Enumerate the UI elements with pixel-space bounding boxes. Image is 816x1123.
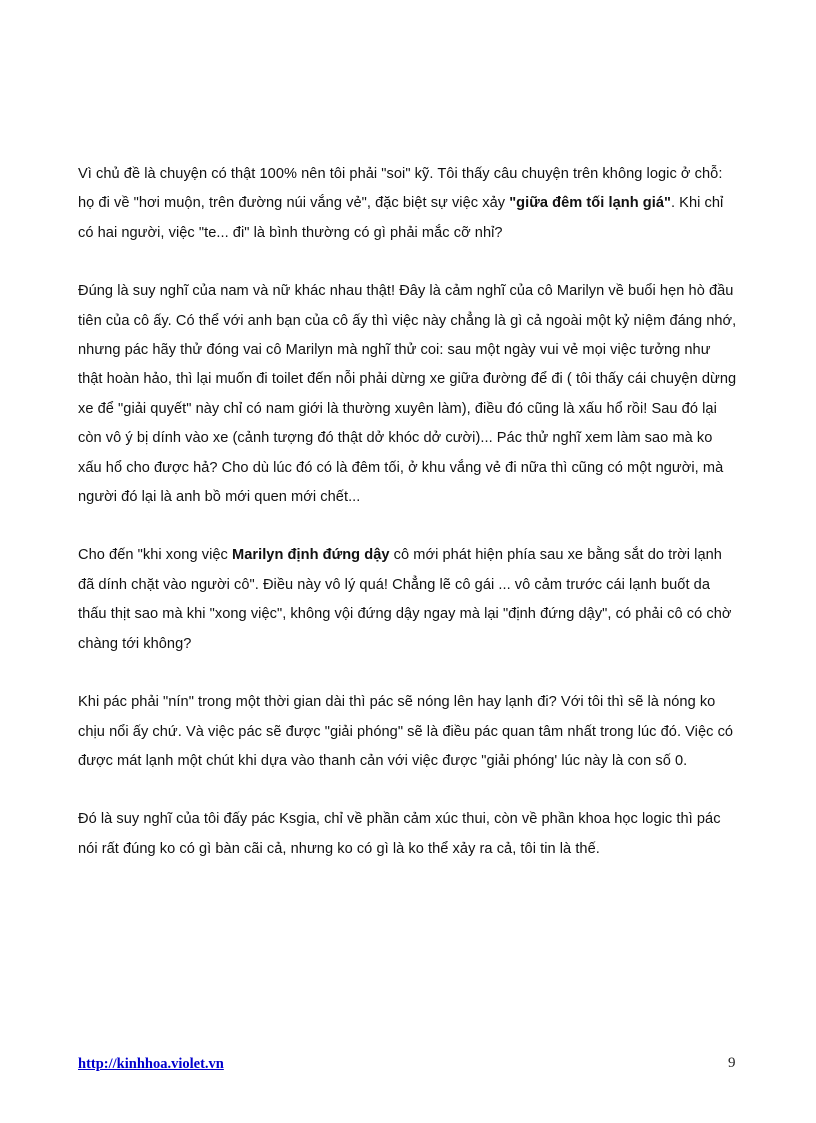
paragraph-5 (78, 805, 738, 864)
text-run: Đó là suy nghĩ của tôi đấy pác Ksgia, chỉ về phần cảm xúc thui, còn về phần khoa học logic thì pác nói rất đúng ko có gì bàn cãi cả, nhưng ko có gì là ko thể xảy ra cả, tôi tin là thế. (78, 811, 721, 857)
text-run: Cho đến "khi xong việc (78, 547, 232, 564)
document-body (78, 160, 738, 893)
bold-text-run: "giữa đêm tối lạnh giá" (509, 195, 671, 212)
text-run: cô mới phát hiện phía sau xe bằng sắt do trời lạnh đã dính chặt vào người cô". Điều này vô lý quá! Chẳng lẽ cô gái ... vô cảm trước cái lạnh buốt da thấu thịt sao mà khi "xong việc", không vội đứng dậy ngay mà lại "định đứng dậy", có phải cô có chờ chàng tới không? (78, 547, 732, 652)
paragraph-3 (78, 541, 738, 659)
paragraph-4 (78, 688, 738, 776)
footer-website-link[interactable]: http://kinhhoa.violet.vn (78, 1056, 224, 1072)
text-run: Vì chủ đề là chuyện có thật 100% nên tôi phải "soi" kỹ. Tôi thấy câu chuyện trên không logic ở chỗ: họ đi về "hơi muộn, trên đường núi vắng vẻ", đặc biệt sự việc xảy (78, 166, 723, 212)
bold-text-run: Marilyn định đứng dậy (231, 547, 390, 564)
text-run: . Khi chỉ có hai người, việc "te... đi" là bình thường có gì phải mắc cỡ nhỉ? (78, 195, 724, 241)
page-number: 9 (728, 1055, 736, 1071)
paragraph-1 (78, 160, 738, 248)
text-run: Đúng là suy nghĩ của nam và nữ khác nhau thật! Đây là cảm nghĩ của cô Marilyn về buổi hẹn hò đầu tiên của cô ấy. Có thể với anh bạn của cô ấy thì việc này chẳng là gì cả ngoài một kỷ niệm đáng nhớ, nhưng pác hãy thử đóng vai cô Marilyn mà nghĩ thử coi: sau một ngày vui vẻ mọi việc tưởng như thật hoàn hảo, thì lại muốn đi toilet đến nỗi phải dừng xe giữa đường để đi ( tôi thấy cái chuyện dừng xe để "giải quyết" này chỉ có nam giới là thường xuyên làm), điều đó cũng là xấu hổ rồi! Sau đó lại còn vô ý bị dính vào xe (cảnh tượng đó thật dở khóc dở cười)... Pác thử nghĩ xem làm sao mà ko xấu hổ cho được hả? Cho dù lúc đó có là đêm tối, ở khu vắng vẻ đi nữa thì cũng có một người, mà người đó lại là anh bồ mới quen mới chết... (78, 283, 737, 506)
text-run: Khi pác phải "nín" trong một thời gian dài thì pác sẽ nóng lên hay lạnh đi? Với tôi thì sẽ là nóng ko chịu nổi ấy chứ. Và việc pác sẽ được "giải phóng" sẽ là điều pác quan tâm nhất trong lúc đó. Việc có được mát lạnh một chút khi dựa vào thanh cản với việc được "giải phóng' lúc này là con số 0. (78, 694, 734, 769)
paragraph-2 (78, 277, 738, 512)
